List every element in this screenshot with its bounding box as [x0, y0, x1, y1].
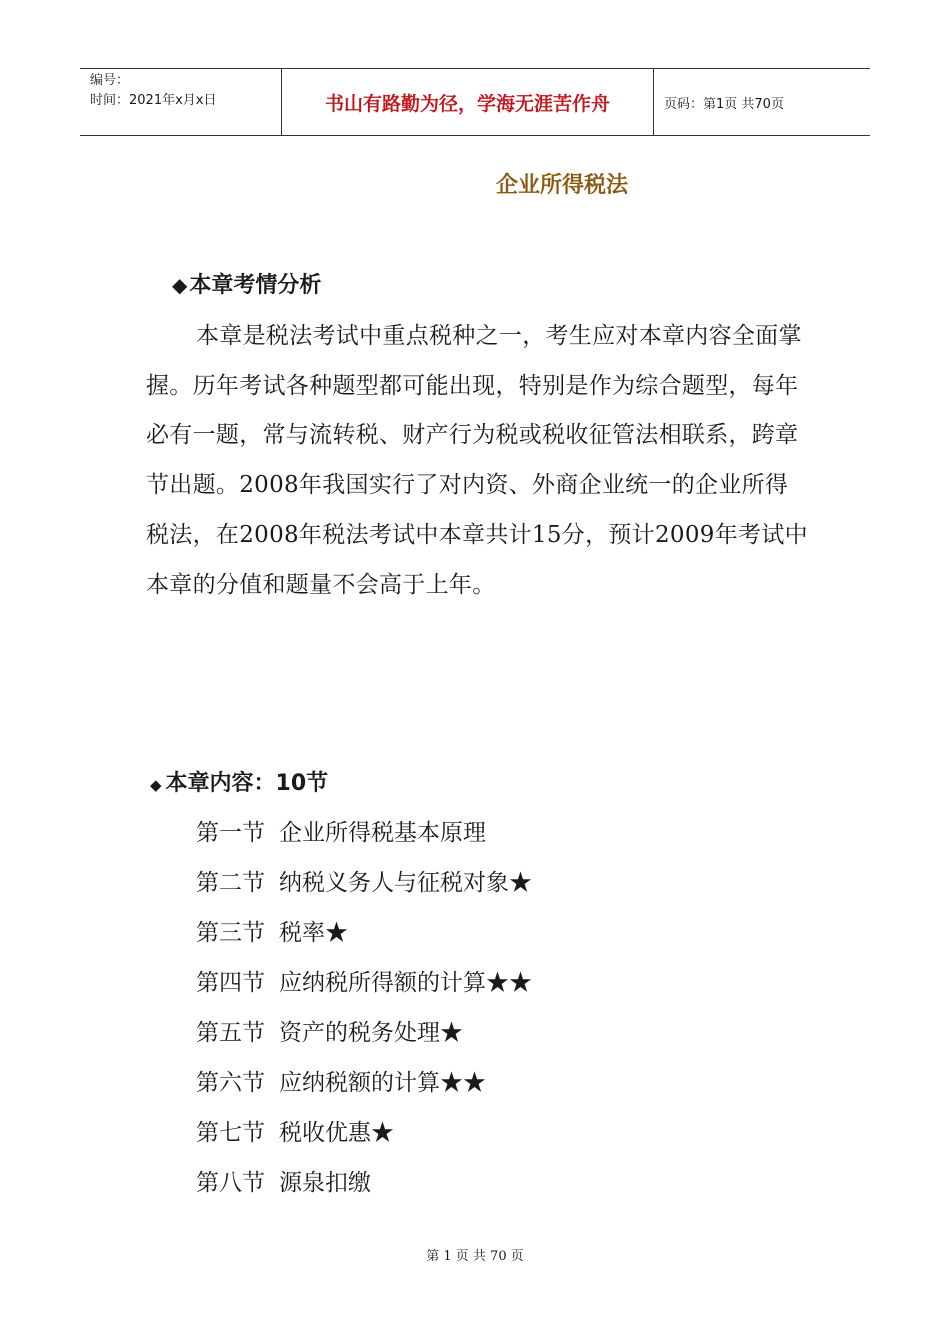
list-item [196, 858, 532, 908]
analysis-heading-text: 本章考情分析 [189, 273, 322, 298]
section-number: 第七节 [196, 1120, 265, 1146]
section-title: 应纳税所得额的计算★★ [279, 970, 532, 996]
list-item [196, 1108, 532, 1158]
section-number: 第一节 [196, 820, 265, 846]
header-page-info: 页码：第1页 共70页 [664, 96, 784, 112]
section-number: 第五节 [196, 1020, 265, 1046]
section-title: 应纳税额的计算★★ [279, 1070, 486, 1096]
analysis-heading [172, 268, 321, 299]
section-number: 第二节 [196, 870, 265, 896]
section-number: 第八节 [196, 1170, 265, 1196]
contents-heading [150, 766, 328, 797]
section-title: 税率★ [279, 920, 348, 946]
diamond-icon: ◆ [150, 776, 162, 794]
section-number: 第六节 [196, 1070, 265, 1096]
page-footer: 第 1 页 共 70 页 [426, 1249, 524, 1264]
section-title: 源泉扣缴 [279, 1170, 371, 1196]
contents-heading-text: 本章内容：10节 [165, 771, 329, 796]
analysis-paragraph: 本章是税法考试中重点税种之一，考生应对本章内容全面掌握。历年考试各种题型都可能出现，特别是作为综合题型，每年必有一题，常与流转税、财产行为税或税收征管法相联系，跨章节出题。2008年我国实行了对内资、外商企业统一的企业所得税法，在2008年税法考试中本章共计15分，预计2009年考试中本章的分值和题量不会高于上年。 [146, 323, 808, 598]
section-title: 纳税义务人与征税对象★ [279, 870, 532, 896]
list-item [196, 1058, 532, 1108]
header-meta [80, 69, 282, 135]
document-title: 企业所得税法 [495, 173, 628, 198]
diamond-icon: ◆ [172, 273, 188, 297]
code-label: 编号： [90, 73, 130, 88]
list-item [196, 908, 532, 958]
section-title: 税收优惠★ [279, 1120, 394, 1146]
list-item [196, 808, 532, 858]
list-item [196, 1158, 532, 1208]
page-header [80, 68, 870, 136]
time-label: 时间：2021年x月x日 [90, 93, 217, 108]
section-title: 资产的税务处理★ [279, 1020, 463, 1046]
list-item [196, 958, 532, 1008]
section-number: 第四节 [196, 970, 265, 996]
section-title: 企业所得税基本原理 [279, 820, 486, 846]
header-motto: 书山有路勤为径，学海无涯苦作舟 [282, 69, 654, 135]
section-number: 第三节 [196, 920, 265, 946]
list-item [196, 1008, 532, 1058]
chapter-contents-list [196, 808, 532, 1208]
